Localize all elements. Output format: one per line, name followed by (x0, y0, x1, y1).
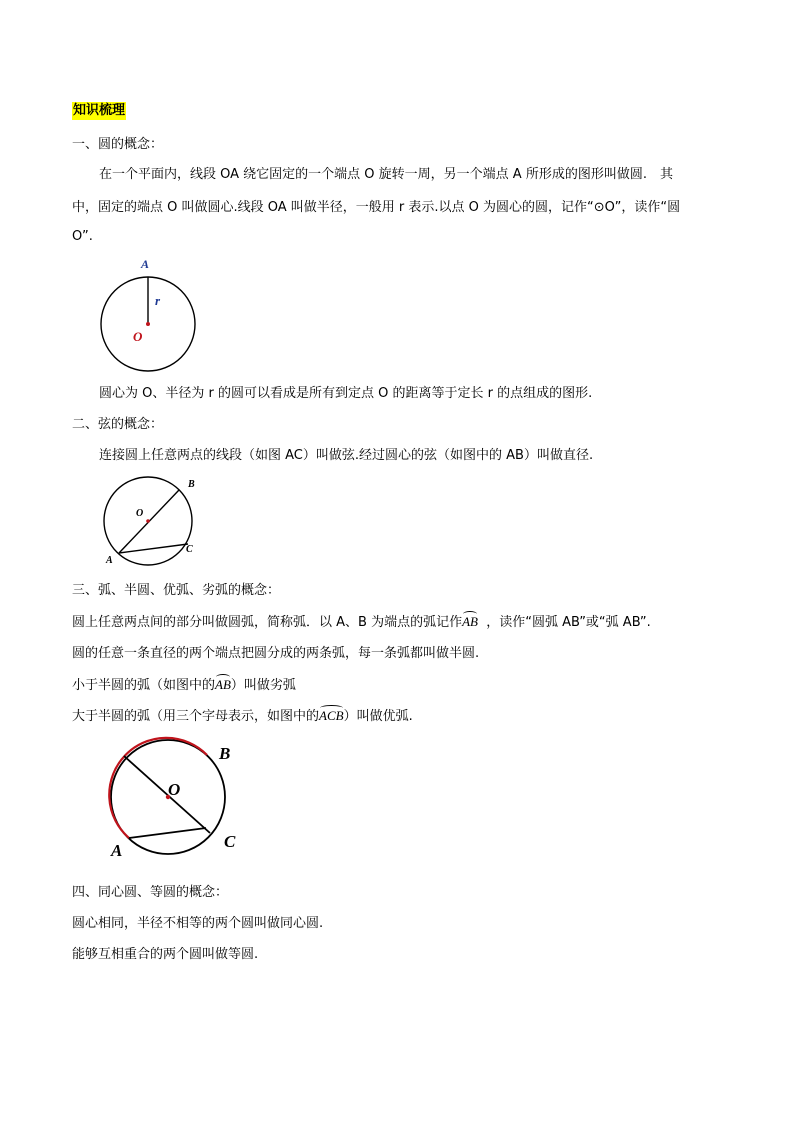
major-arc-acb (109, 738, 207, 838)
point-a-label: A (111, 841, 123, 860)
chord-line (129, 828, 206, 838)
section-1-para-line-3: O”. (72, 229, 93, 244)
point-c-label: C (186, 544, 193, 555)
center-o-label: O (168, 780, 181, 799)
line-3-post: ）叫做劣弧 (230, 678, 296, 693)
section-badge: 知识梳理 (73, 103, 126, 118)
point-a-label: A (141, 257, 150, 271)
section-3-line-3 (72, 676, 296, 695)
center-o-label: O (133, 329, 143, 344)
line-4-post: ）叫做优弧. (343, 709, 413, 724)
point-b-label: B (188, 479, 195, 490)
section-1-para-line-2: 中，固定的端点 O 叫做圆心.线段 OA 叫做半径，一般用 r 表示.以点 O 为圆心的圆，记作“⊙O”，读作“圆 (72, 200, 681, 215)
section-4-title: 四、同心圆、等圆的概念： (72, 885, 229, 900)
chord-ac (119, 544, 188, 553)
section-4-line-1: 圆心相同，半径不相等的两个圆叫做同心圆. (72, 916, 324, 931)
major-arc-notation: ACB (319, 708, 344, 723)
circle-radius-figure (90, 252, 210, 376)
chord-figure (100, 474, 210, 570)
section-4-line-2: 能够互相重合的两个圆叫做等圆. (72, 947, 259, 962)
section-2-title: 二、弦的概念： (72, 417, 164, 432)
section-3-line-1 (72, 613, 651, 632)
point-b-label: B (219, 744, 231, 763)
radius-r-label: r (155, 293, 161, 308)
section-3-title: 三、弧、半圆、优弧、劣弧的概念： (72, 583, 281, 598)
minor-arc-notation: AB (215, 677, 231, 692)
line-3-pre: 小于半圆的弧（如图中的 (72, 678, 216, 693)
point-c-label: C (224, 832, 236, 851)
section-3-line-4 (72, 707, 413, 726)
section-3-line-2: 圆的任意一条直径的两个端点把圆分成的两条弧，每一条弧都叫做半圆. (72, 646, 480, 661)
arc-figure (100, 732, 250, 862)
section-2-para: 连接圆上任意两点的线段（如图 AC）叫做弦.经过圆心的弦（如图中的 AB）叫做直径. (99, 448, 594, 463)
point-a-label: A (106, 555, 113, 566)
line-1-post: ，读作“圆弧 AB”或“弧 AB”. (486, 615, 651, 630)
section-1-para-line-1: 在一个平面内，线段 OA 绕它固定的一个端点 O 旋转一周，另一个端点 A 所形成的图形叫做圆. 其 (99, 167, 673, 182)
line-1-pre: 圆上任意两点间的部分叫做圆弧，简称弧．以 A、B 为端点的弧记作 (72, 615, 463, 630)
center-o-label: O (136, 508, 144, 519)
section-1-summary: 圆心为 O、半径为 r 的圆可以看成是所有到定点 O 的距离等于定长 r 的点组成的图形. (99, 386, 593, 401)
arc-ab-notation: AB (462, 614, 478, 629)
diameter-line (124, 756, 210, 833)
section-1-title: 一、圆的概念： (72, 137, 164, 152)
center-dot (146, 322, 150, 326)
line-4-pre: 大于半圆的弧（用三个字母表示，如图中的 (72, 709, 320, 724)
center-dot (146, 519, 150, 523)
